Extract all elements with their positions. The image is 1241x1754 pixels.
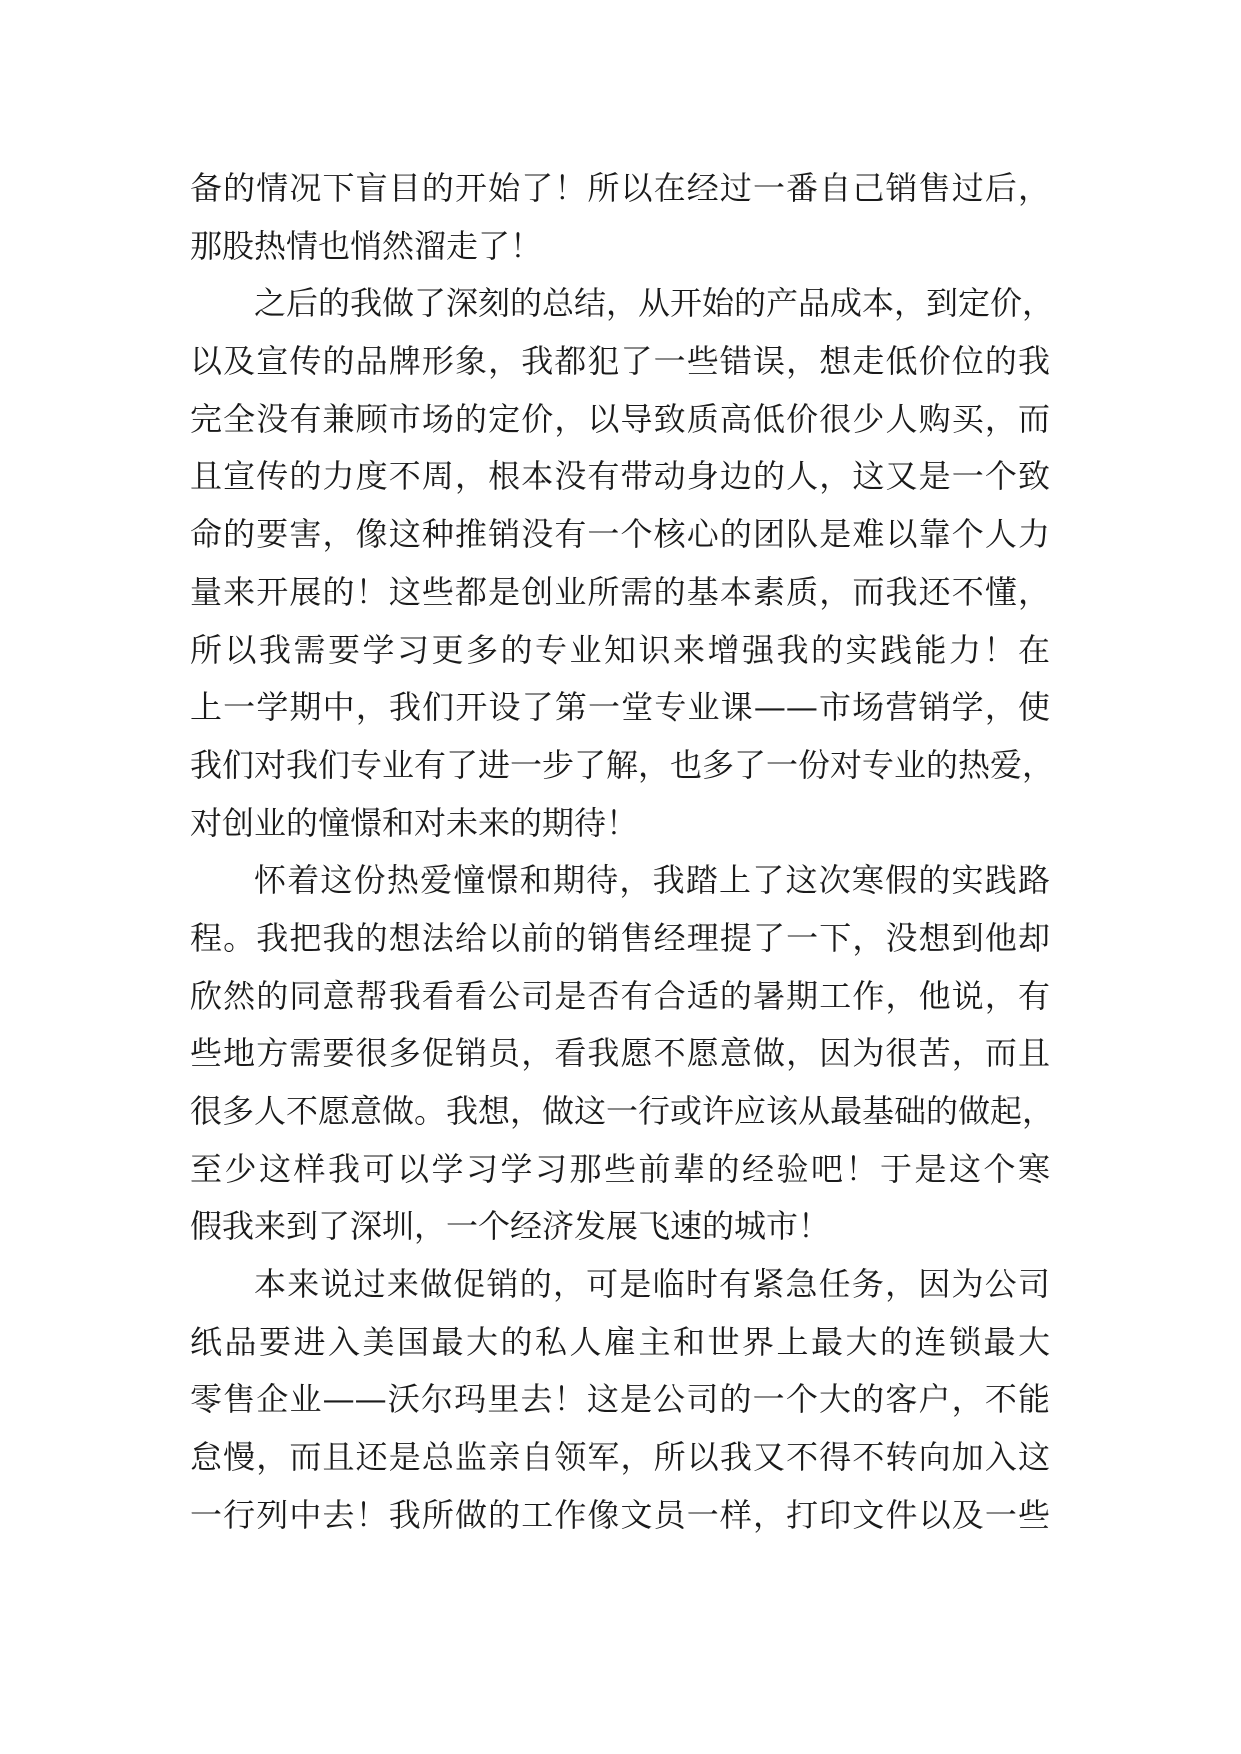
text-line: 怠慢，而且还是总监亲自领军，所以我又不得不转向加入这 [190, 1438, 1050, 1477]
text-line: 我们对我们专业有了进一步了解，也多了一份对专业的热爱， [190, 745, 1055, 784]
text-line: 命的要害，像这种推销没有一个核心的团队是难以靠个人力 [190, 515, 1050, 554]
text-line: 那股热情也悄然溜走了！ [190, 226, 543, 265]
text-line: 完全没有兼顾市场的定价，以导致质高低价很少人购买，而 [190, 399, 1050, 438]
text-line: 以及宣传的品牌形象，我都犯了一些错误，想走低价位的我 [190, 342, 1050, 381]
text-line: 量来开展的！这些都是创业所需的基本素质，而我还不懂， [190, 572, 1050, 611]
text-line: 所以我需要学习更多的专业知识来增强我的实践能力！在 [190, 630, 1050, 669]
text-line: 怀着这份热爱憧憬和期待，我踏上了这次寒假的实践路 [254, 861, 1050, 900]
text-line: 备的情况下盲目的开始了！所以在经过一番自己销售过后， [190, 169, 1050, 207]
text-line: 且宣传的力度不周，根本没有带动身边的人，这又是一个致 [190, 457, 1050, 496]
body-text [190, 160, 1055, 1545]
text-line: 欣然的同意帮我看看公司是否有合适的暑期工作，他说，有 [190, 976, 1050, 1015]
text-line: 很多人不愿意做。我想，做这一行或许应该从最基础的做起， [190, 1092, 1055, 1130]
text-line: 零售企业——沃尔玛里去！这是公司的一个大的客户，不能 [190, 1380, 1050, 1419]
text-line: 一行列中去！我所做的工作像文员一样，打印文件以及一些 [190, 1495, 1050, 1534]
text-line: 些地方需要很多促销员，看我愿不愿意做，因为很苦，而且 [190, 1034, 1050, 1073]
text-line: 对创业的憧憬和对未来的期待！ [190, 803, 639, 842]
text-line: 本来说过来做促销的，可是临时有紧急任务，因为公司 [254, 1265, 1050, 1304]
text-line: 纸品要进入美国最大的私人雇主和世界上最大的连锁最大 [190, 1322, 1050, 1361]
text-line: 至少这样我可以学习学习那些前辈的经验吧！于是这个寒 [190, 1149, 1050, 1188]
text-line: 程。我把我的想法给以前的销售经理提了一下，没想到他却 [190, 918, 1050, 957]
text-line: 之后的我做了深刻的总结，从开始的产品成本，到定价， [254, 284, 1055, 323]
text-line: 上一学期中，我们开设了第一堂专业课——市场营销学，使 [190, 688, 1050, 727]
text-line: 假我来到了深圳，一个经济发展飞速的城市！ [190, 1207, 831, 1246]
